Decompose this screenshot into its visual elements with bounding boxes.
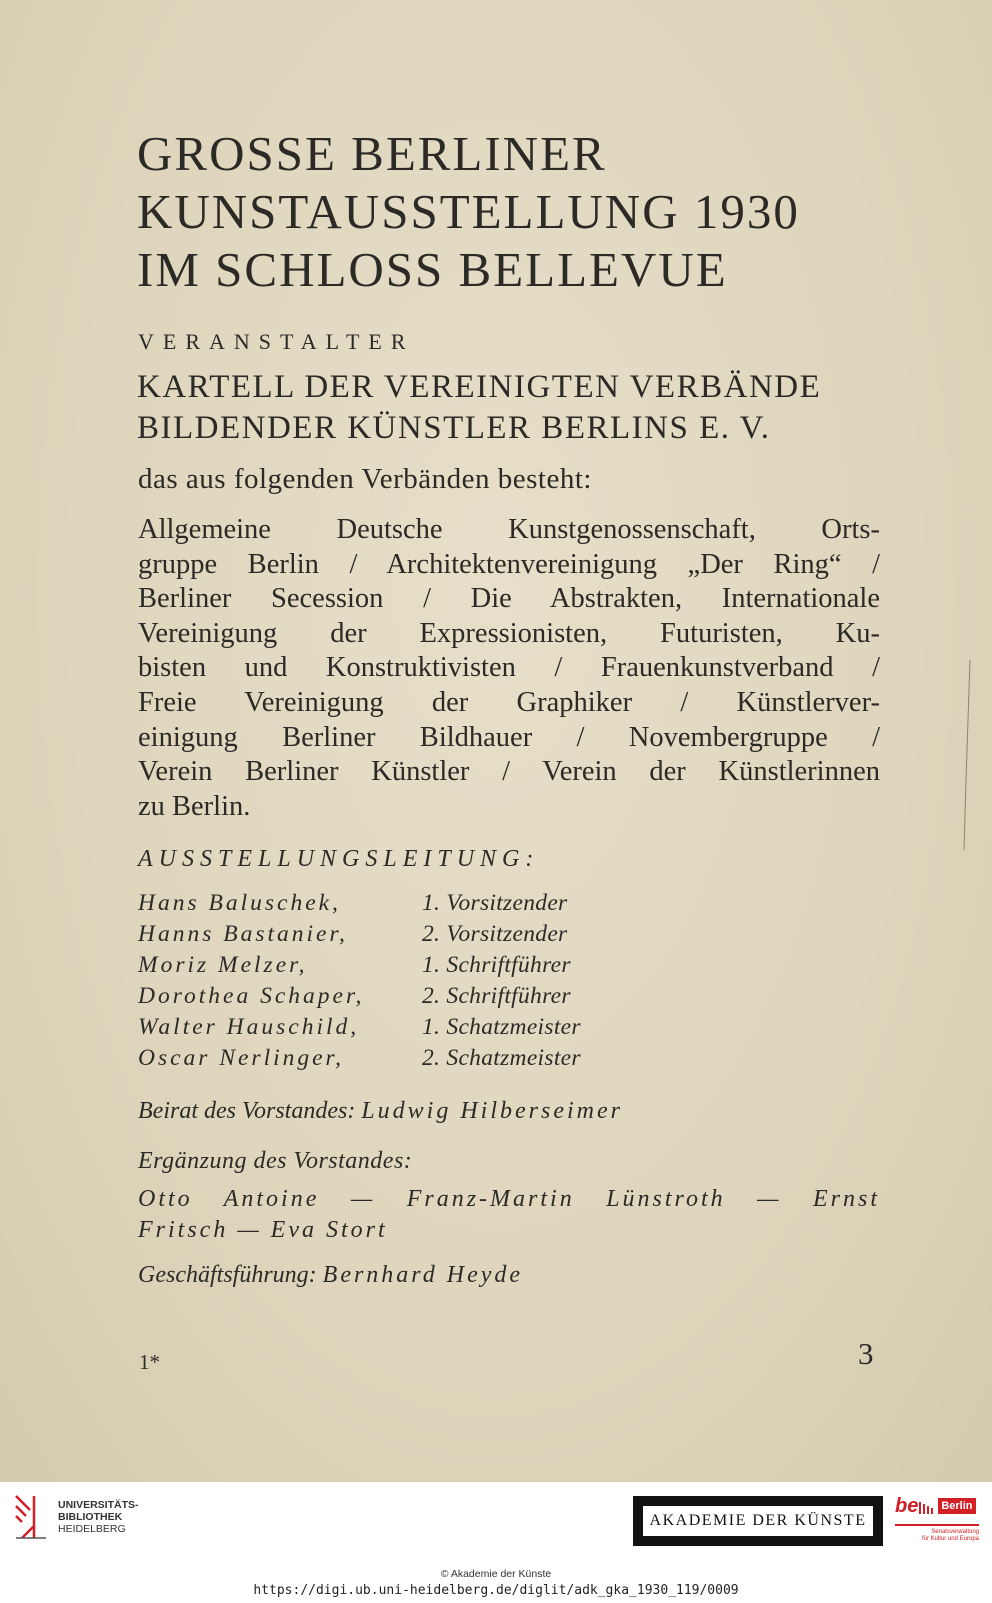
- ergaenzung-line: Otto Antoine — Franz-Martin Lünstroth — Ernst: [138, 1186, 880, 1212]
- permalink-url[interactable]: https://digi.ub.uni-heidelberg.de/diglit/adk_gka_1930_119/0009: [253, 1583, 739, 1598]
- ub-heidelberg-logo[interactable]: [12, 1492, 139, 1542]
- be-subtitle: [895, 1529, 979, 1543]
- board-member-name: Walter Hauschild,: [138, 1014, 360, 1040]
- board-member-role: 2. Schriftführer: [422, 983, 571, 1009]
- akademie-logo-text: AKADEMIE DER KÜNSTE: [643, 1506, 873, 1536]
- geschaeftsfuehrung-line: [138, 1262, 523, 1289]
- bars-icon: [918, 1498, 936, 1514]
- title-line: KUNSTAUSSTELLUNG 1930: [137, 184, 800, 239]
- ergaenzung-label: Ergänzung des Vorstandes:: [138, 1148, 413, 1174]
- beirat-label: Beirat des Vorstandes:: [138, 1098, 356, 1124]
- organizer-line: KARTELL DER VEREINIGTEN VERBÄNDE: [137, 369, 822, 405]
- ub-line: HEIDELBERG: [58, 1523, 126, 1535]
- title-line: GROSSE BERLINER: [137, 126, 607, 181]
- berlin-badge: Berlin: [938, 1498, 975, 1514]
- beirat-name: Ludwig Hilberseimer: [361, 1098, 623, 1124]
- gesch-label: Geschäftsführung:: [138, 1262, 317, 1288]
- page-edge-line: [960, 660, 974, 850]
- member-associations: [138, 513, 880, 824]
- signature-mark: 1*: [139, 1350, 160, 1374]
- ergaenzung-names: [138, 1184, 880, 1246]
- members-line: Vereinigung der Expressionisten, Futuristen, Ku-: [138, 617, 880, 649]
- organizer-label: VERANSTALTER: [138, 329, 415, 354]
- organizer-line: BILDENDER KÜNSTLER BERLINS E. V.: [137, 410, 771, 446]
- members-line: Verein Berliner Künstler / Verein der Künstlerinnen: [138, 756, 880, 788]
- board-member-name: Oscar Nerlinger,: [138, 1045, 344, 1071]
- footer-bar: [0, 1482, 992, 1603]
- members-line: Freie Vereinigung der Graphiker / Künstlerver-: [138, 686, 880, 718]
- title-line: IM SCHLOSS BELLEVUE: [137, 242, 728, 297]
- members-line: zu Berlin.: [138, 790, 251, 822]
- copyright-notice: © Akademie der Künste: [440, 1568, 552, 1580]
- members-line: Berliner Secession / Die Abstrakten, Internationale: [138, 583, 880, 615]
- page-number: 3: [858, 1336, 874, 1371]
- board-member-role: 1. Schatzmeister: [422, 1014, 581, 1040]
- be-divider: [895, 1524, 979, 1526]
- board-member-name: Moriz Melzer,: [138, 952, 308, 978]
- members-line: bisten und Konstruktivisten / Frauenkunstverband /: [138, 652, 880, 684]
- be-sub-line: Senatsverwaltung: [931, 1529, 979, 1535]
- berlin-senate-logo[interactable]: [895, 1492, 979, 1562]
- board-member-name: Hans Baluschek,: [138, 890, 341, 916]
- board-member-name: Dorothea Schaper,: [138, 983, 365, 1009]
- be-mark: be: [895, 1494, 919, 1517]
- board-member-name: Hanns Bastanier,: [138, 921, 348, 947]
- ub-logo-text: [58, 1499, 139, 1535]
- ub-line: UNIVERSITÄTS-: [58, 1499, 139, 1511]
- board-member-role: 1. Schriftführer: [422, 952, 571, 978]
- members-line: einigung Berliner Bildhauer / Novembergruppe /: [138, 721, 880, 753]
- members-line: gruppe Berlin / Architektenvereinigung „Der Ring“ /: [138, 548, 880, 580]
- leitung-heading: AUSSTELLUNGSLEITUNG:: [138, 846, 540, 872]
- members-line: Allgemeine Deutsche Kunstgenossenschaft, Orts-: [138, 514, 880, 545]
- board-member-role: 2. Vorsitzender: [422, 921, 568, 947]
- beirat-line: [138, 1098, 623, 1125]
- board-member-role: 2. Schatzmeister: [422, 1045, 581, 1071]
- board-member-role: 1. Vorsitzender: [422, 890, 568, 916]
- exhibition-title: [137, 125, 800, 299]
- ub-logo-icon: [12, 1492, 50, 1542]
- organizer-name: [137, 367, 821, 449]
- gesch-name: Bernhard Heyde: [322, 1262, 524, 1288]
- members-intro: das aus folgenden Verbänden besteht:: [138, 463, 592, 495]
- ub-line: BIBLIOTHEK: [58, 1511, 123, 1523]
- ergaenzung-line: Fritsch — Eva Stort: [138, 1217, 388, 1243]
- be-sub-line: für Kultur und Europa: [921, 1536, 979, 1542]
- akademie-logo[interactable]: [633, 1496, 883, 1546]
